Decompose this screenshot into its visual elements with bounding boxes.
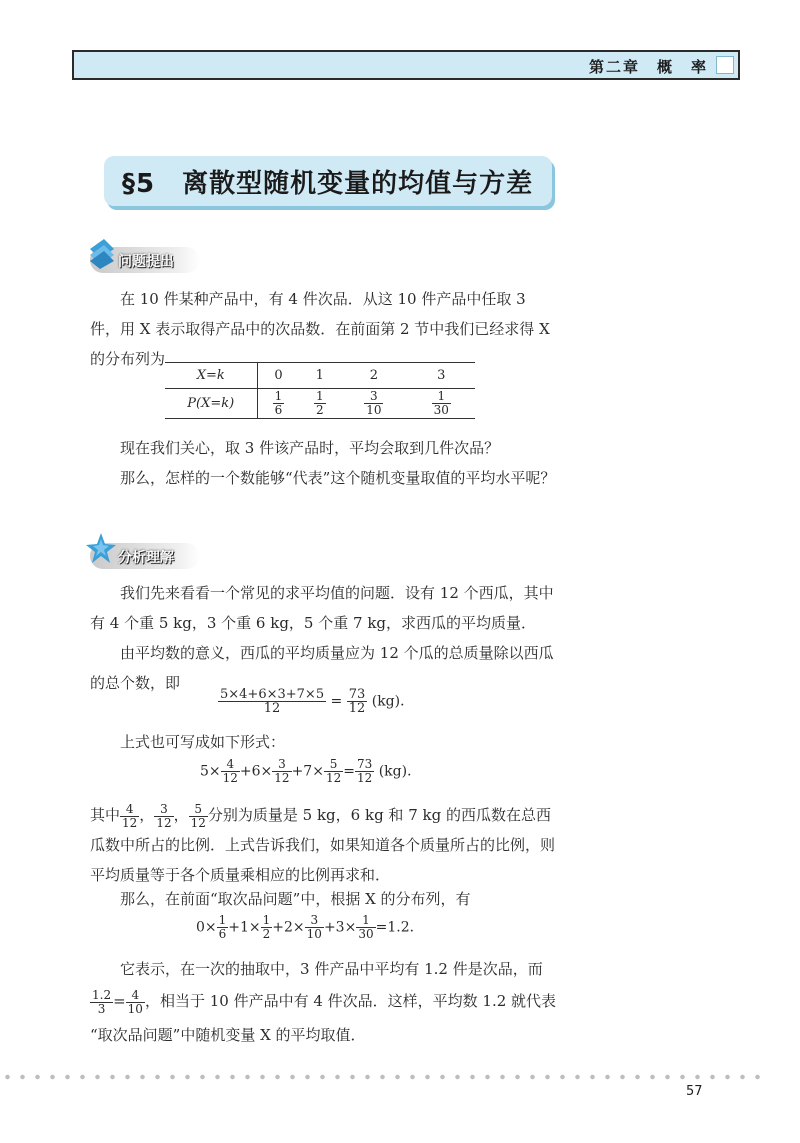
problem-paragraph-3: 那么，怎样的一个数能够“代表”这个随机变量取值的平均水平呢？ [120,469,556,487]
table-row-header: P(X=k) [165,389,257,419]
fraction: $\frac{1}{30}$ [358,913,374,941]
chapter-header [72,50,740,80]
table-cell [257,389,299,419]
page-number: 57 [686,1084,703,1099]
formula-3: 0× $\frac{1}{6}$ +1× $\frac{1}{2}$ +2× $\frac{3}{10}$ +3× $\frac{1}{30}$ =1.2． [196,913,424,941]
analysis-paragraph-3: 上式也可写成如下形式： [120,733,286,751]
table-cell: 3 [408,363,475,389]
problem-paragraph-2: 现在我们关心，取 3 件该产品时，平均会取到几件次品？ [120,439,500,457]
analysis-paragraph-6-end: “取次品问题”中随机变量 X 的平均取值． [90,1026,366,1044]
table-cell [340,389,407,419]
analysis-paragraph-4: 其中 $\frac{4}{12}$ ， $\frac{3}{12}$ ， $\frac{5}{12}$ 分别为质量是 5 kg，6 kg 和 7 kg 的西瓜数在总西瓜数中所占的比例．上式告诉我们，如果知道各个质量所占的比例，则平均质量等于各个质量乘相应的比例再求和． [90,801,556,884]
fraction: $\frac{73}{12}$ [348,687,366,716]
header-corner-box [716,56,734,74]
analysis-tag [90,543,200,569]
fraction: $\frac{3}{12}$ [274,757,290,785]
analysis-paragraph-6: 它表示，在一次的抽取中，3 件产品中平均有 1.2 件是次品，而 [120,960,543,978]
fraction: $\frac{1}{2}$ [315,389,324,417]
fraction: $\frac{3}{12}$ [156,801,172,830]
formula-2: 5× $\frac{4}{12}$ +6× $\frac{3}{12}$ +7× $\frac{5}{12}$ = $\frac{73}{12}$ (kg)． [200,757,422,785]
analysis-paragraph-1: 我们先来看看一个常见的求平均值的问题．设有 12 个西瓜，其中有 4 个重 5 kg，3 个重 6 kg，5 个重 7 kg，求西瓜的平均质量． [90,584,554,632]
table-row [165,389,475,419]
table-cell: 1 [299,363,340,389]
fraction: $\frac{5\times 4+6\times 3+7\times 5}{12}$ [220,687,325,716]
section-title: §5 离散型随机变量的均值与方差 [122,169,534,199]
table-row-header: X=k [165,363,257,389]
section-title-banner [104,156,552,206]
fraction: $\frac{5}{12}$ [325,757,342,785]
table-cell [299,389,340,419]
fraction: $\frac{3}{10}$ [366,389,382,417]
table-cell [408,389,475,419]
problem-paragraph-1: 在 10 件某种产品中，有 4 件次品．从这 10 件产品中任取 3 件，用 X 表示取得产品中的次品数．在前面第 2 节中我们已经求得 X 的分布列为 [90,290,550,368]
table-cell: 0 [257,363,299,389]
chapter-title: 第二章 概 率 [588,58,708,76]
analysis-paragraph-2: 由平均数的意义，西瓜的平均质量应为 12 个瓜的总质量除以西瓜的总个数，即 [90,644,554,692]
footer-dotted-divider [0,1074,760,1080]
fraction: $\frac{1}{2}$ [262,913,271,941]
table-row [165,363,475,389]
fraction: $\frac{5}{12}$ [190,801,206,830]
analysis-tag-label: 分析理解 [118,550,174,566]
analysis-paragraph-6-continued: $\frac{1.2}{3}$ = $\frac{4}{10}$ ，相当于 10 件产品中有 4 件次品．这样，平均数 1.2 就代表 [92,987,557,1016]
table-cell: 2 [340,363,407,389]
fraction: $\frac{1}{6}$ [218,913,227,941]
fraction: $\frac{4}{12}$ [222,757,238,785]
formula-1: $\frac{5\times 4+6\times 3+7\times 5}{12}$ = $\frac{73}{12}$ (kg)． [220,687,415,716]
distribution-table [165,362,475,419]
book-icon [86,235,116,269]
fraction: $\frac{1}{30}$ [433,389,449,417]
fraction: $\frac{1.2}{3}$ [92,987,112,1016]
problem-tag-label: 问题提出 [118,254,174,270]
fraction: $\frac{4}{12}$ [122,801,138,830]
problem-tag [90,247,200,273]
fraction: $\frac{1}{6}$ [274,389,283,417]
fraction: $\frac{4}{10}$ [127,987,143,1016]
analysis-paragraph-5: 那么，在前面“取次品问题”中，根据 X 的分布列，有 [120,890,471,908]
star-icon [86,531,116,565]
fraction: $\frac{3}{10}$ [306,913,322,941]
fraction: $\frac{73}{12}$ [356,757,373,785]
